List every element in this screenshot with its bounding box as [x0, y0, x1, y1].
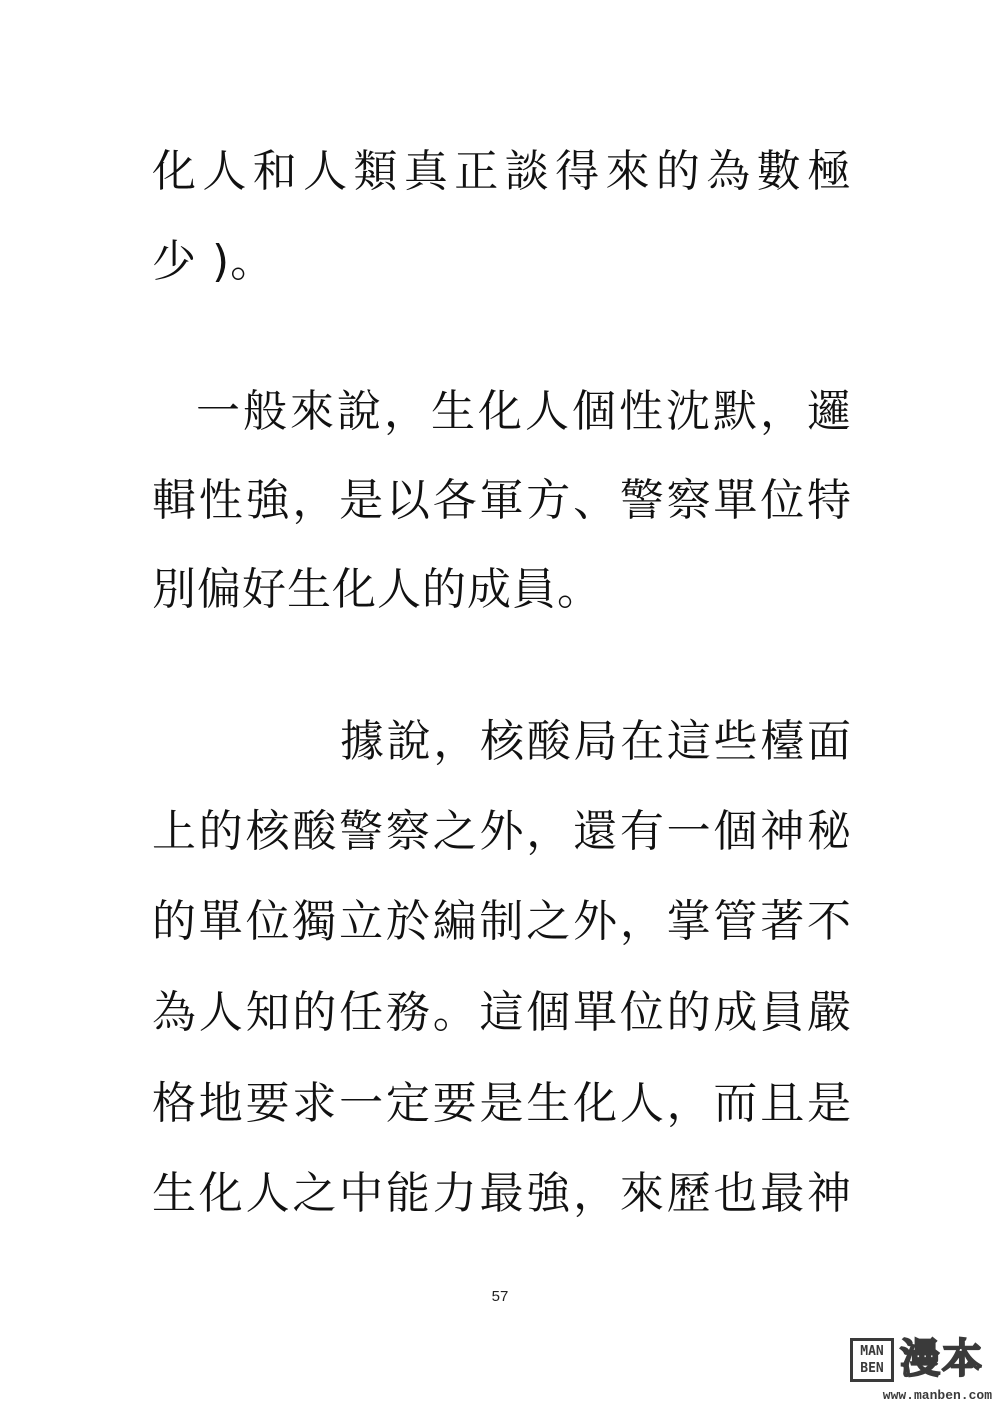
watermark — [850, 1338, 992, 1408]
text-line: 輯性強，是以各軍方、警察單位特 — [152, 475, 852, 526]
text-line: 格地要求一定要是生化人，而且是 — [152, 1078, 852, 1129]
text-line: 化人和人類真正談得來的為數極 — [152, 146, 852, 197]
text-line: 據說，核酸局在這些檯面 — [340, 716, 852, 767]
watermark-logo: MAN BEN — [850, 1338, 894, 1382]
text-line: 少 )。 — [152, 236, 276, 287]
page-number: 57 — [491, 1288, 509, 1305]
text-line: 為人知的任務。這個單位的成員嚴 — [152, 987, 852, 1038]
text-line: 別偏好生化人的成員。 — [152, 564, 602, 615]
text-line: 生化人之中能力最強，來歷也最神 — [152, 1168, 852, 1219]
text-line: 的單位獨立於編制之外，掌管著不 — [152, 896, 852, 947]
watermark-url: www.manben.com — [882, 1388, 992, 1403]
text-line: 上的核酸警察之外，還有一個神秘 — [152, 806, 852, 857]
watermark-name: 漫本 — [900, 1336, 984, 1382]
text-line: 一般來說，生化人個性沈默，邏 — [196, 386, 852, 437]
